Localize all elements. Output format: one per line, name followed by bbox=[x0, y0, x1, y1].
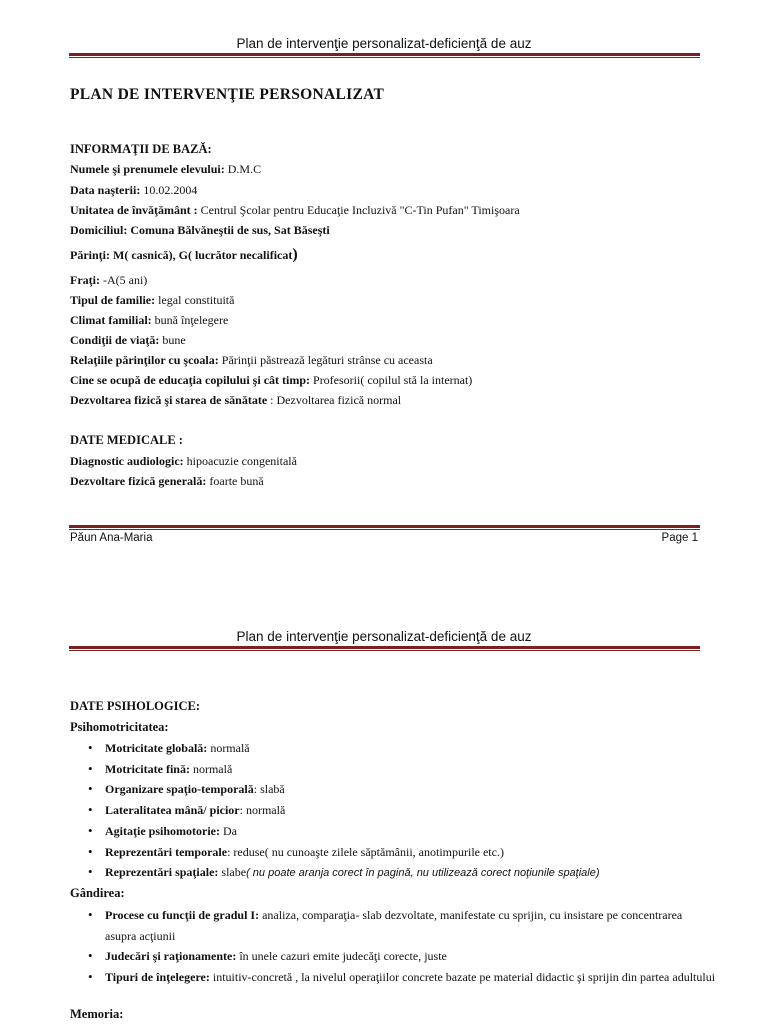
document-title: PLAN DE INTERVENŢIE PERSONALIZAT bbox=[70, 86, 385, 103]
psychomotor-heading: Psihomotricitatea: bbox=[70, 720, 169, 734]
info-line-parents: Părinţi: M( casnică), G( lucrător necalificat) bbox=[70, 246, 298, 263]
memory-heading: Memoria: bbox=[70, 1007, 124, 1021]
list-item: • Reprezentări temporale: reduse( nu cunoaşte zilele săptămânii, anotimpurile etc.) bbox=[70, 842, 710, 863]
list-item: • Agitaţie psihomotorie: Da bbox=[70, 821, 710, 842]
list-item: • Judecări şi raţionamente: în unele cazuri emite judecăţi corecte, juste bbox=[70, 946, 710, 967]
basic-info-heading: INFORMAŢII DE BAZĂ: bbox=[70, 142, 212, 156]
list-item: • Organizare spaţio-temporală: slabă bbox=[70, 779, 710, 800]
info-line-family-type: Tipul de familie: legal constituită bbox=[70, 293, 235, 307]
psychomotor-list bbox=[70, 738, 710, 884]
list-item: • Motricitate fină: normală bbox=[70, 759, 710, 780]
medical-data-heading: DATE MEDICALE : bbox=[70, 433, 183, 447]
list-item: • Reprezentări spaţiale: slabe( nu poate aranja corect în pagină, nu utilizează corect noţiunile spaţiale) bbox=[70, 862, 710, 884]
info-line-parents-school-relation: Relaţiile părinţilor cu şcoala: Părinţii păstrează legături strânse cu aceasta bbox=[70, 353, 433, 367]
list-item: • Tipuri de înţelegere: intuitiv-concretă , la nivelul operaţiilor concrete bazate pe material didactic şi sprijin din partea adultului bbox=[70, 967, 710, 988]
info-line-birth-date: Data naşterii: 10.02.2004 bbox=[70, 183, 198, 197]
psych-data-heading: DATE PSIHOLOGICE: bbox=[70, 699, 200, 713]
page-header-title: Plan de intervenţie personalizat-deficienţă de auz bbox=[236, 36, 532, 51]
footer-page-number: Page 1 bbox=[661, 532, 698, 544]
list-item: • Motricitate globală: normală bbox=[70, 738, 710, 759]
header-rule bbox=[69, 53, 700, 58]
document-page-2 bbox=[0, 575, 768, 1024]
page-header-title: Plan de intervenţie personalizat-deficienţă de auz bbox=[236, 629, 532, 644]
info-line-living-conditions: Condiţii de viaţă: bune bbox=[70, 333, 186, 347]
list-item: • Procese cu funcţii de gradul I: analiza, comparaţia- slab dezvoltate, manifestate cu sprijin, cu insistare pe concentrarea asupra acţiunii bbox=[70, 905, 710, 946]
medical-line-general-development: Dezvoltare fizică generală: foarte bună bbox=[70, 474, 264, 488]
list-item: • Lateralitatea mână/ picior: normală bbox=[70, 800, 710, 821]
info-line-domicile: Domiciliul: Comuna Bălvăneştii de sus, Sat Băseşti bbox=[70, 223, 330, 237]
medical-line-audiologic-diagnosis: Diagnostic audiologic: hipoacuzie congenitală bbox=[70, 454, 297, 468]
info-line-family-climate: Climat familial: bună înţelegere bbox=[70, 313, 229, 327]
info-line-physical-development: Dezvoltarea fizică şi starea de sănătate : Dezvoltarea fizică normal bbox=[70, 393, 402, 407]
footer-author: Păun Ana-Maria bbox=[70, 532, 153, 544]
thinking-heading: Gândirea: bbox=[70, 886, 125, 900]
thinking-list bbox=[70, 905, 716, 988]
info-line-siblings: Fraţi: -A(5 ani) bbox=[70, 273, 148, 287]
footer-rule bbox=[69, 525, 700, 530]
info-line-student-name: Numele şi prenumele elevului: D.M.C bbox=[70, 162, 262, 176]
info-line-school: Unitatea de învăţământ : Centrul Şcolar pentru Educaţie Incluzivă "C-Tin Pufan" Timişoara bbox=[70, 203, 520, 217]
info-line-education-caretaker: Cine se ocupă de educaţia copilului şi cât timp: Profesorii( copilul stă la internat) bbox=[70, 373, 473, 387]
header-rule bbox=[69, 646, 700, 651]
